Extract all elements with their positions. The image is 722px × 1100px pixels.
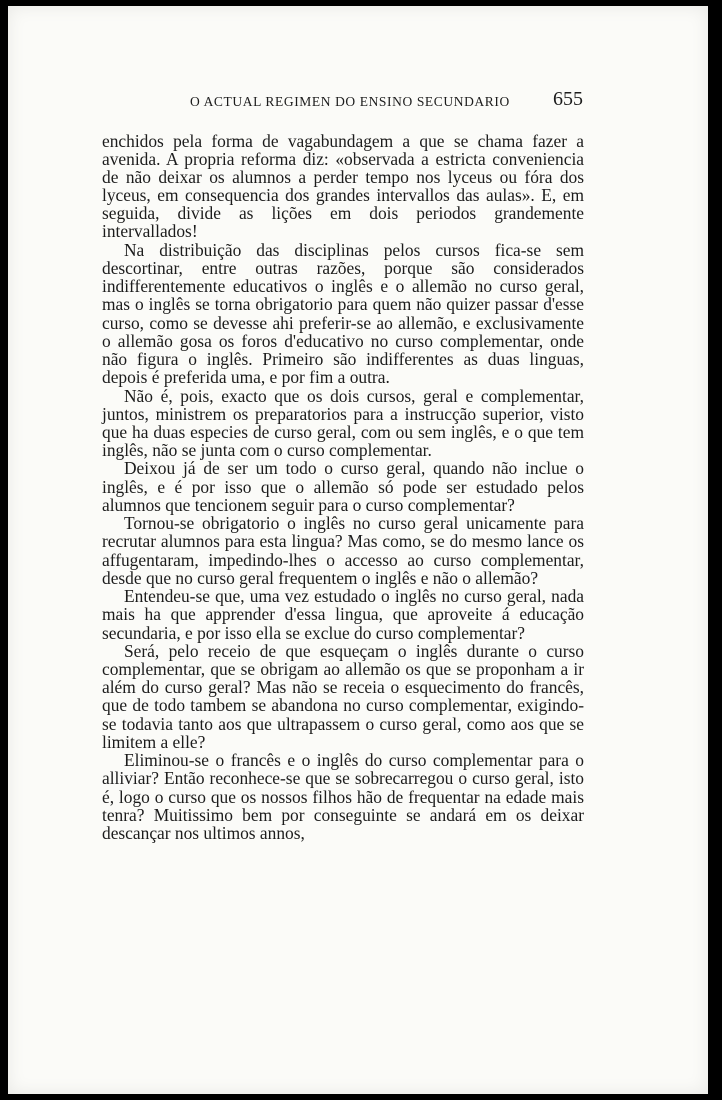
- paragraph: Entendeu-se que, uma vez estudado o inglês no curso geral, nada mais ha que apprender d'essa lingua, que aproveite á educação secundaria, e por isso ella se exclue do curso complementar?: [102, 586, 584, 643]
- paragraph: Será, pelo receio de que esqueçam o inglês durante o curso complementar, que se obrigam ao allemão os que se proponham a ir além do curso geral? Mas não se receia o esquecimento do francês, que de todo tambem se abandona no curso complementar, exigindo-se todavia tanto aos que ultrapassem o curso geral, como aos que se limitem a elle?: [102, 641, 584, 752]
- body-text: [102, 132, 584, 842]
- paragraph: Na distribuição das disciplinas pelos cursos fica-se sem descortinar, entre outras razões, porque são considerados indifferentemente educativos o inglês e o allemão no curso geral, mas o inglês se torna obrigatorio para quem não quizer passar d'esse curso, como se devesse ahi preferir-se ao allemão, e exclusivamente o allemão gosa os foros d'educativo no curso complementar, onde não figura o inglês. Primeiro são indifferentes as duas linguas, depois é preferida uma, e por fim a outra.: [102, 240, 584, 387]
- paragraph: Não é, pois, exacto que os dois cursos, geral e complementar, juntos, ministrem os preparatorios para a instrucção superior, visto que ha duas especies de curso geral, com ou sem inglês, e o que tem inglês, não se junta com o curso complementar.: [102, 385, 584, 460]
- running-header: O ACTUAL REGIMEN DO ENSINO SECUNDARIO: [190, 94, 510, 109]
- book-page: [8, 6, 708, 1094]
- paragraph: enchidos pela forma de vagabundagem a que se chama fazer a avenida. A propria reforma diz: «observada a estricta conveniencia de não deixar os alumnos a perder tempo nos lyceus ou fóra dos lyceus, em consequencia dos grandes intervallos das aulas». E, em seguida, divide as lições em dois periodos grandemente intervallados!: [102, 131, 584, 242]
- paragraph: Deixou já de ser um todo o curso geral, quando não inclue o inglês, e é por isso que o allemão só pode ser estudado pelos alumnos que tencionem seguir para o curso complementar?: [102, 458, 584, 515]
- paragraph: Eliminou-se o francês e o inglês do curso complementar para o alliviar? Então reconhece-se que se sobrecarregou o curso geral, isto é, logo o curso que os nossos filhos hão de frequentar na edade mais tenra? Muitissimo bem por conseguinte se andará em os deixar descançar nos ultimos annos,: [102, 750, 584, 843]
- page-number: 655: [553, 88, 583, 110]
- paragraph: Tornou-se obrigatorio o inglês no curso geral unicamente para recrutar alumnos para esta lingua? Mas como, se do mesmo lance os affugentaram, impedindo-lhes o accesso ao curso complementar, desde que no curso geral frequentem o inglês e não o allemão?: [102, 513, 584, 588]
